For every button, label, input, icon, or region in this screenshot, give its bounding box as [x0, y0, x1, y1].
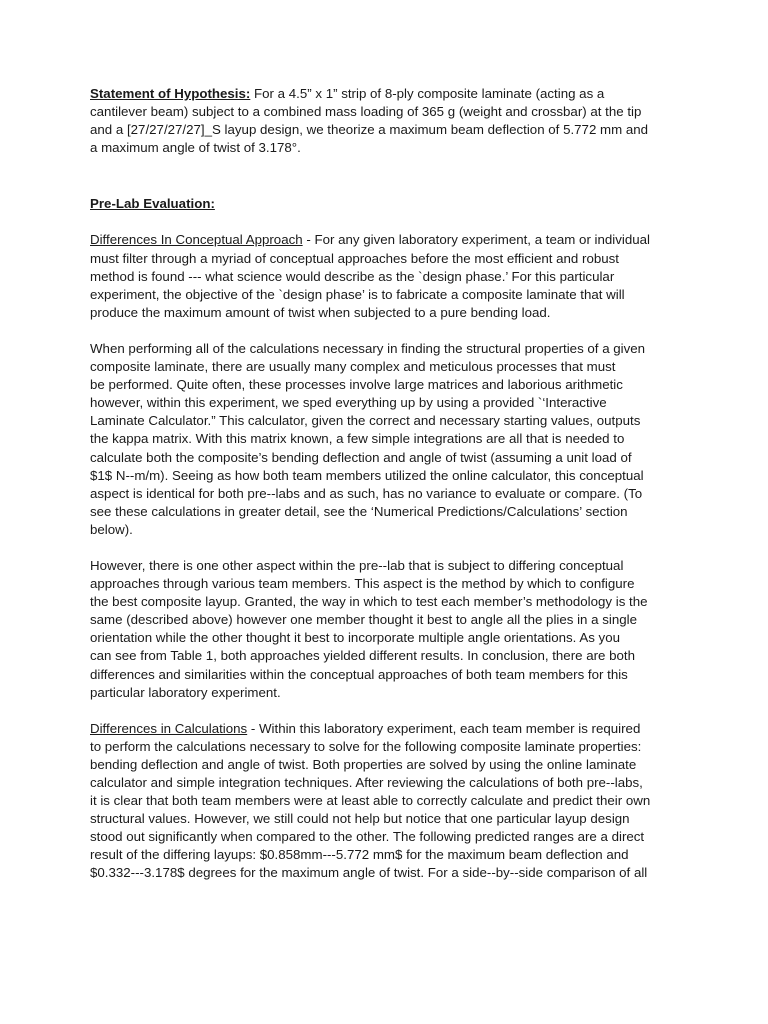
hypothesis-paragraph [90, 85, 678, 157]
conceptual-line-5: produce the maximum amount of twist when subjected to a pure bending load. [90, 304, 551, 320]
hypothesis-line-3: and a [27/27/27/27]_S layup design, we theorize a maximum beam deflection of 5.772 mm and [90, 122, 649, 138]
conceptual-line-4: experiment, the objective of the `design phase’ is to fabricate a composite laminate that will [90, 286, 625, 302]
conceptual-line-1 [90, 231, 678, 249]
calculations-line-1: When performing all of the calculations necessary in finding the structural properties of a given [90, 340, 646, 356]
however-line-4: same (described above) however one member thought it best to angle all the plies in a single [90, 612, 637, 628]
hypothesis-line-1 [90, 85, 678, 103]
calculations-line-3: be performed. Quite often, these processes involve large matrices and laborious arithmetic [90, 377, 623, 393]
differences-calculations-paragraph [90, 720, 678, 883]
diff-calc-line-6: structural values. However, we still could not help but notice that one particular layup design [90, 811, 630, 827]
differences-calculations-label: Differences in Calculations [90, 720, 248, 736]
hypothesis-line-2: cantilever beam) subject to a combined mass loading of 365 g (weight and crossbar) at the tip [90, 104, 642, 120]
however-paragraph [90, 557, 678, 702]
diff-calc-line-3: bending deflection and angle of twist. Both properties are solved by using the online laminate [90, 756, 637, 772]
calculations-paragraph [90, 340, 678, 539]
conceptual-approach-label: Differences In Conceptual Approach [90, 232, 303, 248]
hypothesis-label: Statement of Hypothesis: [90, 86, 251, 101]
conceptual-line-3: method is found --- what science would describe as the `design phase.’ For this particular [90, 268, 615, 284]
calculations-line-11: below). [90, 521, 133, 537]
calculations-line-9: aspect is identical for both pre--labs and as such, has no variance to evaluate or compare. (To [90, 485, 643, 501]
diff-calc-line-8: result of the differing layups: $0.858mm---5.772 mm$ for the maximum beam deflection and [90, 847, 629, 863]
however-line-2: approaches through various team members. This aspect is the method by which to configure [90, 576, 635, 592]
however-line-5: orientation while the other thought it best to incorporate multiple angle orientations. As you [90, 630, 620, 646]
calculations-line-8: $1$ N--m/m). Seeing as how both team members utilized the online calculator, this conceptual [90, 467, 644, 483]
calculations-line-5: Laminate Calculator.” This calculator, given the correct and necessary starting values, outputs [90, 413, 641, 429]
prelab-heading-block [90, 195, 678, 213]
diff-calc-line-7: stood out significantly when compared to the other. The following predicted ranges are a direct [90, 829, 645, 845]
however-line-3: the best composite layup. Granted, the way in which to test each member’s methodology is the [90, 594, 648, 610]
however-line-6: can see from Table 1, both approaches yielded different results. In conclusion, there are both [90, 648, 636, 664]
diff-calc-line-1 [90, 720, 678, 738]
hypothesis-text: For a 4.5” x 1” strip of 8-ply composite laminate (acting as a [250, 86, 605, 101]
diff-calc-text: - Within this laboratory experiment, each team member is required [247, 720, 641, 736]
diff-calc-line-5: it is clear that both team members were at least able to correctly calculate and predict their own [90, 793, 651, 809]
calculations-line-10: see these calculations in greater detail, see the ‘Numerical Predictions/Calculations’ section [90, 503, 628, 519]
calculations-line-2: composite laminate, there are usually many complex and meticulous processes that must [90, 359, 616, 375]
calculations-line-7: calculate both the composite’s bending deflection and angle of twist (assuming a unit load of [90, 449, 632, 465]
calculations-line-6: the kappa matrix. With this matrix known, a few simple integrations are all that is needed to [90, 431, 625, 447]
however-line-7: differences and similarities within the conceptual approaches of both team members for this [90, 666, 628, 682]
conceptual-text: - For any given laboratory experiment, a team or individual [302, 232, 651, 248]
however-line-8: particular laboratory experiment. [90, 684, 281, 700]
conceptual-line-2: must filter through a myriad of conceptual approaches before the most efficient and robust [90, 250, 619, 266]
hypothesis-line-4: a maximum angle of twist of 3.178°. [90, 140, 301, 156]
diff-calc-line-4: calculator and simple integration techniques. After reviewing the calculations of both pre--labs, [90, 775, 643, 790]
however-line-1: However, there is one other aspect within the pre--lab that is subject to differing conceptual [90, 557, 624, 573]
prelab-heading: Pre-Lab Evaluation: [90, 196, 215, 212]
conceptual-approach-paragraph [90, 231, 678, 321]
diff-calc-line-9: $0.332---3.178$ degrees for the maximum angle of twist. For a side--by--side comparison of all [90, 865, 648, 881]
calculations-line-4: however, within this experiment, we sped everything up by using a provided `‘Interactive [90, 395, 607, 411]
diff-calc-line-2: to perform the calculations necessary to solve for the following composite laminate properties: [90, 738, 642, 754]
